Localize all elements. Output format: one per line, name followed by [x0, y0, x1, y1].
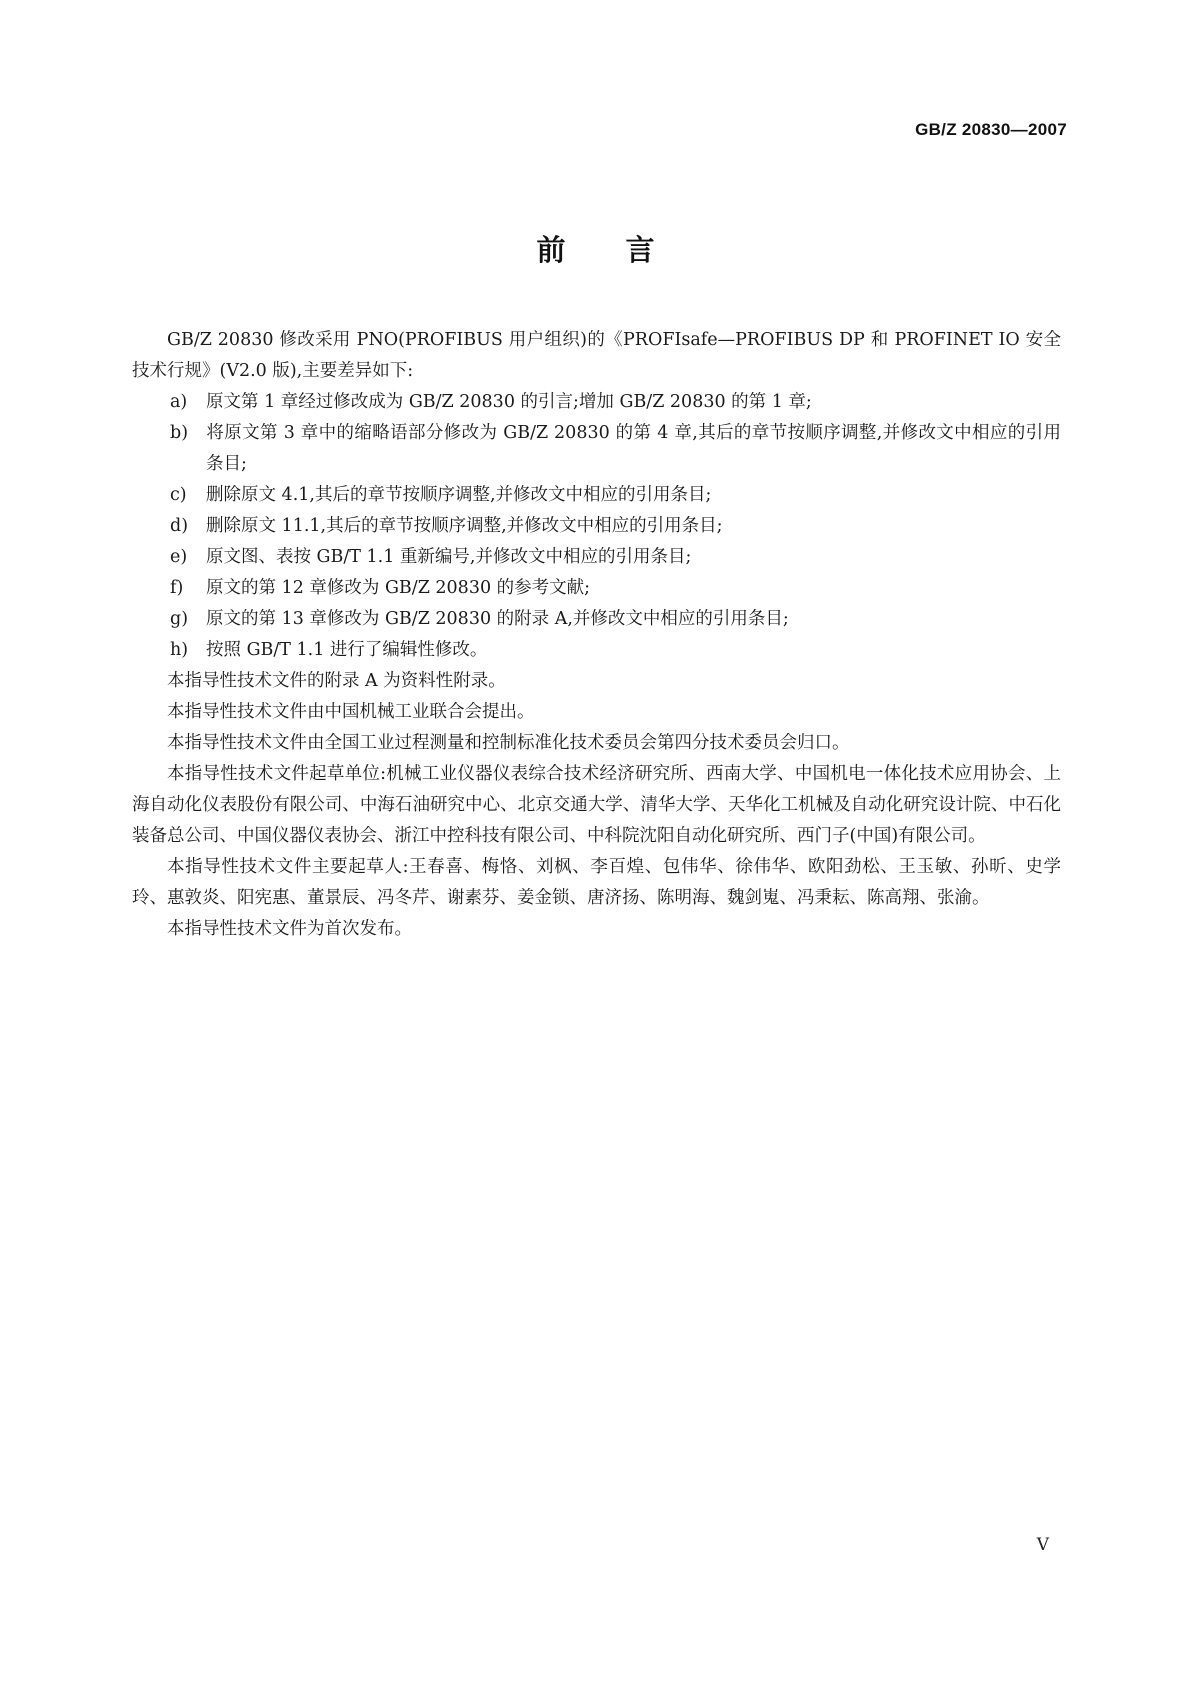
standard-code: GB/Z 20830—2007 — [915, 120, 1067, 139]
list-item-text: 原文的第 12 章修改为 GB/Z 20830 的参考文献; — [206, 578, 591, 598]
list-item-text: 按照 GB/T 1.1 进行了编辑性修改。 — [206, 640, 488, 660]
intro-paragraph: GB/Z 20830 修改采用 PNO(PROFIBUS 用户组织)的《PROFIsafe—PROFIBUS DP 和 PROFINET IO 安全技术行规》(V2.0 版),主要差异如下: — [132, 330, 1061, 381]
list-item-text: 删除原文 4.1,其后的章节按顺序调整,并修改文中相应的引用条目; — [206, 485, 712, 505]
list-item-label: b) — [170, 423, 189, 443]
appendix-note-paragraph: 本指导性技术文件的附录 A 为资料性附录。 — [167, 671, 506, 691]
list-item-label: e) — [170, 547, 188, 567]
list-item-text: 删除原文 11.1,其后的章节按顺序调整,并修改文中相应的引用条目; — [206, 516, 723, 536]
list-item-text: 原文的第 13 章修改为 GB/Z 20830 的附录 A,并修改文中相应的引用条目; — [206, 609, 789, 629]
list-item-label: h) — [170, 640, 189, 660]
list-item — [132, 480, 1061, 511]
first-release-paragraph: 本指导性技术文件为首次发布。 — [167, 919, 412, 939]
list-item-text: 将原文第 3 章中的缩略语部分修改为 GB/Z 20830 的第 4 章,其后的章节按顺序调整,并修改文中相应的引用条目; — [206, 423, 1061, 474]
list-item — [132, 387, 1061, 418]
committee-paragraph: 本指导性技术文件由全国工业过程测量和控制标准化技术委员会第四分技术委员会归口。 — [167, 733, 850, 753]
list-item-label: a) — [170, 392, 188, 412]
list-item — [132, 542, 1061, 573]
proposer-paragraph: 本指导性技术文件由中国机械工业联合会提出。 — [167, 702, 535, 722]
list-item — [132, 635, 1061, 666]
list-item-label: d) — [170, 516, 189, 536]
foreword-body — [132, 325, 1061, 945]
list-item — [132, 418, 1061, 480]
drafters-paragraph: 本指导性技术文件主要起草人:王春喜、梅恪、刘枫、李百煌、包伟华、徐伟华、欧阳劲松、王玉敏、孙昕、史学玲、惠敦炎、阳宪惠、董景辰、冯冬芹、谢素芬、姜金锁、唐济扬、陈明海、魏剑嵬、冯秉耘、陈高翔、张渝。 — [132, 857, 1061, 908]
list-item — [132, 573, 1061, 604]
list-item — [132, 511, 1061, 542]
list-item-label: g) — [170, 609, 189, 629]
page-number: V — [1036, 1535, 1049, 1555]
page-title: 前言 — [536, 233, 715, 267]
list-item — [132, 604, 1061, 635]
drafting-units-paragraph: 本指导性技术文件起草单位:机械工业仪器仪表综合技术经济研究所、西南大学、中国机电一体化技术应用协会、上海自动化仪表股份有限公司、中海石油研究中心、北京交通大学、清华大学、天华化工机械及自动化研究设计院、中石化装备总公司、中国仪器仪表协会、浙江中控科技有限公司、中科院沈阳自动化研究所、西门子(中国)有限公司。 — [132, 764, 1061, 846]
list-item-label: c) — [170, 485, 187, 505]
list-item-label: f) — [170, 578, 184, 598]
list-item-text: 原文第 1 章经过修改成为 GB/Z 20830 的引言;增加 GB/Z 20830 的第 1 章; — [206, 392, 812, 412]
list-item-text: 原文图、表按 GB/T 1.1 重新编号,并修改文中相应的引用条目; — [206, 547, 692, 567]
